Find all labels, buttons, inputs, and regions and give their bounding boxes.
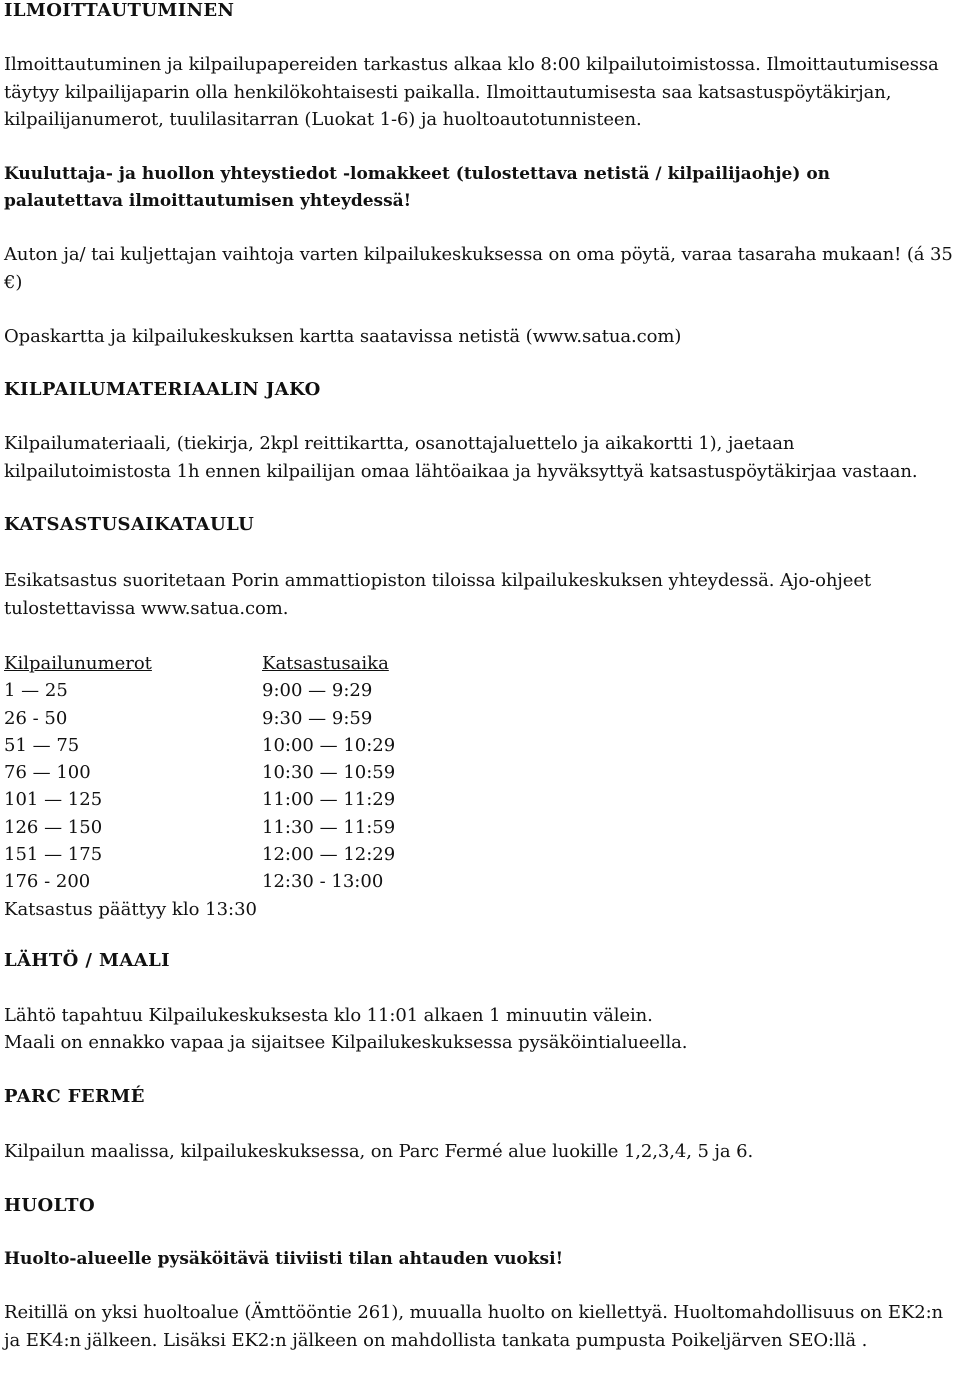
- paragraph-lahto-1: Lähtö tapahtuu Kilpailukeskuksesta klo 11:01 alkaen 1 minuutin välein.: [4, 1005, 653, 1026]
- paragraph-parc-1: Kilpailun maalissa, kilpailukeskuksessa, on Parc Fermé alue luokille 1,2,3,4, 5 ja 6.: [4, 1141, 754, 1162]
- table-row: [4, 705, 604, 732]
- table-row: [4, 868, 604, 895]
- table-row: [4, 759, 604, 786]
- inspection-schedule-table: [4, 650, 604, 923]
- table-cell-time: 9:30 — 9:59: [262, 707, 373, 729]
- table-cell-numbers: 76 — 100: [4, 762, 91, 784]
- paragraph-ilmoittautuminen-1: Ilmoittautuminen ja kilpailupapereiden tarkastus alkaa klo 8:00 kilpailutoimistossa. Ilmoittautumisessa täytyy kilpailijaparin olla henkilökohtaisesti paikalla. Ilmoittautumisesta saa katsastuspöytäkirjan, kilpailijanumerot, tuulilasitarran (Luokat 1-6) ja huoltoautotunnisteen.: [4, 54, 939, 130]
- table-row: [4, 732, 604, 759]
- paragraph-katsastus-1: Esikatsastus suoritetaan Porin ammattiopiston tiloissa kilpailukeskuksen yhteydessä. Ajo-ohjeet tulostettavissa www.satua.com.: [4, 570, 872, 619]
- section-title-katsastus: KATSASTUSAIKATAULU: [4, 514, 255, 535]
- table-cell-numbers: 151 — 175: [4, 844, 103, 866]
- paragraph-huolto-2: Reitillä on yksi huoltoalue (Ämttööntie 261), muualla huolto on kiellettyä. Huoltomahdollisuus on EK2:n ja EK4:n jälkeen. Lisäksi EK2:n jälkeen on mahdollista tankata pumpusta Poikeljärven SEO:llä .: [4, 1302, 944, 1351]
- table-footer-row: [4, 896, 604, 923]
- table-cell-time: 10:30 — 10:59: [262, 762, 396, 784]
- paragraph-ilmoittautuminen-4: Opaskartta ja kilpailukeskuksen kartta saatavissa netistä (www.satua.com): [4, 326, 682, 347]
- table-cell-numbers: 126 — 150: [4, 816, 103, 838]
- table-cell-time: 10:00 — 10:29: [262, 734, 396, 756]
- paragraph-huolto-1: Huolto-alueelle pysäköitävä tiiviisti tilan ahtauden vuoksi!: [4, 1249, 564, 1269]
- paragraph-ilmoittautuminen-2: Kuuluttaja- ja huollon yhteystiedot -lomakkeet (tulostettava netistä / kilpailijaohje) on palautettava ilmoittautumisen yhteydessä!: [4, 164, 831, 211]
- section-title-ilmoittautuminen: ILMOITTAUTUMINEN: [4, 0, 235, 21]
- paragraph-ilmoittautuminen-3: Auton ja/ tai kuljettajan vaihtoja varten kilpailukeskuksessa on oma pöytä, varaa tasaraha mukaan! (á 35 €): [4, 244, 953, 293]
- section-title-parc-ferme: PARC FERMÉ: [4, 1086, 145, 1107]
- table-cell-numbers: 101 — 125: [4, 789, 103, 811]
- table-cell-numbers: 51 — 75: [4, 734, 80, 756]
- table-row: [4, 786, 604, 813]
- table-header-row: [4, 650, 604, 677]
- table-cell-time: 11:00 — 11:29: [262, 789, 396, 811]
- section-title-lahto: LÄHTÖ / MAALI: [4, 950, 170, 971]
- inspection-end-note: Katsastus päättyy klo 13:30: [4, 898, 258, 920]
- table-cell-numbers: 176 - 200: [4, 871, 91, 893]
- table-cell-numbers: 26 - 50: [4, 707, 68, 729]
- table-header-time: Katsastusaika: [262, 653, 389, 674]
- paragraph-materiaali-1: Kilpailumateriaali, (tiekirja, 2kpl reittikartta, osanottajaluettelo ja aikakortti 1), jaetaan kilpailutoimistosta 1h ennen kilpailijan omaa lähtöaikaa ja hyväksyttyä katsastuspöytäkirjaa vastaan.: [4, 433, 918, 482]
- paragraph-lahto-2: Maali on ennakko vapaa ja sijaitsee Kilpailukeskuksessa pysäköintialueella.: [4, 1032, 688, 1053]
- table-cell-time: 11:30 — 11:59: [262, 816, 396, 838]
- table-cell-time: 12:00 — 12:29: [262, 844, 396, 866]
- table-cell-time: 12:30 - 13:00: [262, 871, 384, 893]
- table-row: [4, 677, 604, 704]
- table-row: [4, 814, 604, 841]
- table-cell-numbers: 1 — 25: [4, 680, 68, 702]
- table-header-numbers: Kilpailunumerot: [4, 653, 152, 674]
- table-cell-time: 9:00 — 9:29: [262, 680, 373, 702]
- section-title-huolto: HUOLTO: [4, 1195, 96, 1216]
- section-title-materiaali: KILPAILUMATERIAALIN JAKO: [4, 379, 321, 400]
- table-row: [4, 841, 604, 868]
